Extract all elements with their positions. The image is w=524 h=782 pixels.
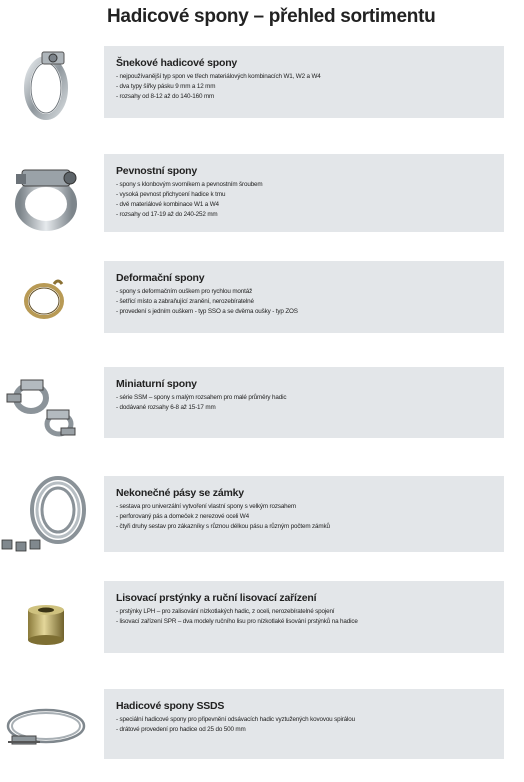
panel-heavy-duty-clamps xyxy=(104,154,504,232)
section-wire-clamps xyxy=(0,682,524,782)
list-item: - dva typy šířky pásku 9 mm a 12 mm xyxy=(116,82,496,92)
list-item: - čtyři druhy sestav pro zákazníky s různou délkou pásu a různým počtem zámků xyxy=(116,522,496,532)
section-crimp-ferrules xyxy=(0,572,524,672)
section-heading: Deformační spony xyxy=(116,272,205,284)
list-item: - série SSM – spony s malým rozsahem pro malé průměry hadic xyxy=(116,393,496,403)
section-heading: Šnekové hadicové spony xyxy=(116,57,238,69)
list-item: - speciální hadicové spony pro připevnění odsávacích hadic vyztužených kovovou spirálou xyxy=(116,715,496,725)
panel-ear-clamps xyxy=(104,261,504,333)
list-item: - vysoká pevnost přichycení hadice k trnu xyxy=(116,190,496,200)
section-heavy-duty-clamps xyxy=(0,142,524,242)
list-item: - provedení s jedním ouškem - typ SSO a se dvěma oušky - typ ZOS xyxy=(116,307,496,317)
section-ear-clamps xyxy=(0,248,524,348)
panel-crimp-ferrules xyxy=(104,581,504,653)
list-item: - spony s klonbovým svorníkem a pevnostním šroubem xyxy=(116,180,496,190)
section-mini-clamps xyxy=(0,356,524,456)
list-item: - drátové provedení pro hadice od 25 do 500 mm xyxy=(116,725,496,735)
section-heading: Miniaturní spony xyxy=(116,378,197,390)
section-heading: Pevnostní spony xyxy=(116,165,198,177)
feature-list xyxy=(116,607,496,627)
feature-list xyxy=(116,180,496,220)
ear-clamp-icon xyxy=(0,248,92,348)
list-item: - rozsahy od 8-12 až do 140-160 mm xyxy=(116,92,496,102)
feature-list xyxy=(116,502,496,532)
section-worm-clamps xyxy=(0,34,524,134)
panel-wire-clamps xyxy=(104,689,504,759)
heavy-duty-bolt-clamp-icon xyxy=(0,142,92,242)
list-item: - sestava pro univerzální vytvoření vlastní spony s velkým rozsahem xyxy=(116,502,496,512)
list-item: - nejpoužívanější typ spon ve třech materiálových kombinacích W1, W2 a W4 xyxy=(116,72,496,82)
feature-list xyxy=(116,287,496,317)
section-heading: Nekonečné pásy se zámky xyxy=(116,487,244,499)
section-heading: Lisovací prstýnky a ruční lisovací zařízení xyxy=(116,592,317,604)
list-item: - rozsahy od 17-19 až do 240-252 mm xyxy=(116,210,496,220)
list-item: - lisovací zařízení SPR – dva modely ručního lisu pro nízkotlaké lisování prstýnků na hadice xyxy=(116,617,496,627)
feature-list xyxy=(116,72,496,102)
list-item: - perforovaný pás a domeček z nerezové oceli W4 xyxy=(116,512,496,522)
list-item: - dodávané rozsahy 6-8 až 15-17 mm xyxy=(116,403,496,413)
list-item: - spony s deformačním ouškem pro rychlou montáž xyxy=(116,287,496,297)
section-heading: Hadicové spony SSDS xyxy=(116,700,225,712)
list-item: - šetřící místo a zabraňující zranění, nerozebíratelné xyxy=(116,297,496,307)
section-endless-bands xyxy=(0,466,524,566)
crimp-ferrule-icon xyxy=(0,572,92,672)
panel-worm-clamps xyxy=(104,46,504,118)
page-title: Hadicové spony – přehled sortimentu xyxy=(107,6,436,27)
endless-band-with-locks-icon xyxy=(0,466,92,566)
mini-clamp-icon xyxy=(0,356,92,456)
list-item: - dvě materiálové kombinace W1 a W4 xyxy=(116,200,496,210)
panel-endless-bands xyxy=(104,476,504,552)
panel-mini-clamps xyxy=(104,367,504,438)
feature-list xyxy=(116,715,496,735)
wire-spiral-clamp-icon xyxy=(0,682,92,782)
worm-gear-hose-clamp-icon xyxy=(0,34,92,134)
feature-list xyxy=(116,393,496,413)
list-item: - prstýnky LPH – pro zalisování nízkotlakých hadic, z oceli, nerozebíratelné spojení xyxy=(116,607,496,617)
